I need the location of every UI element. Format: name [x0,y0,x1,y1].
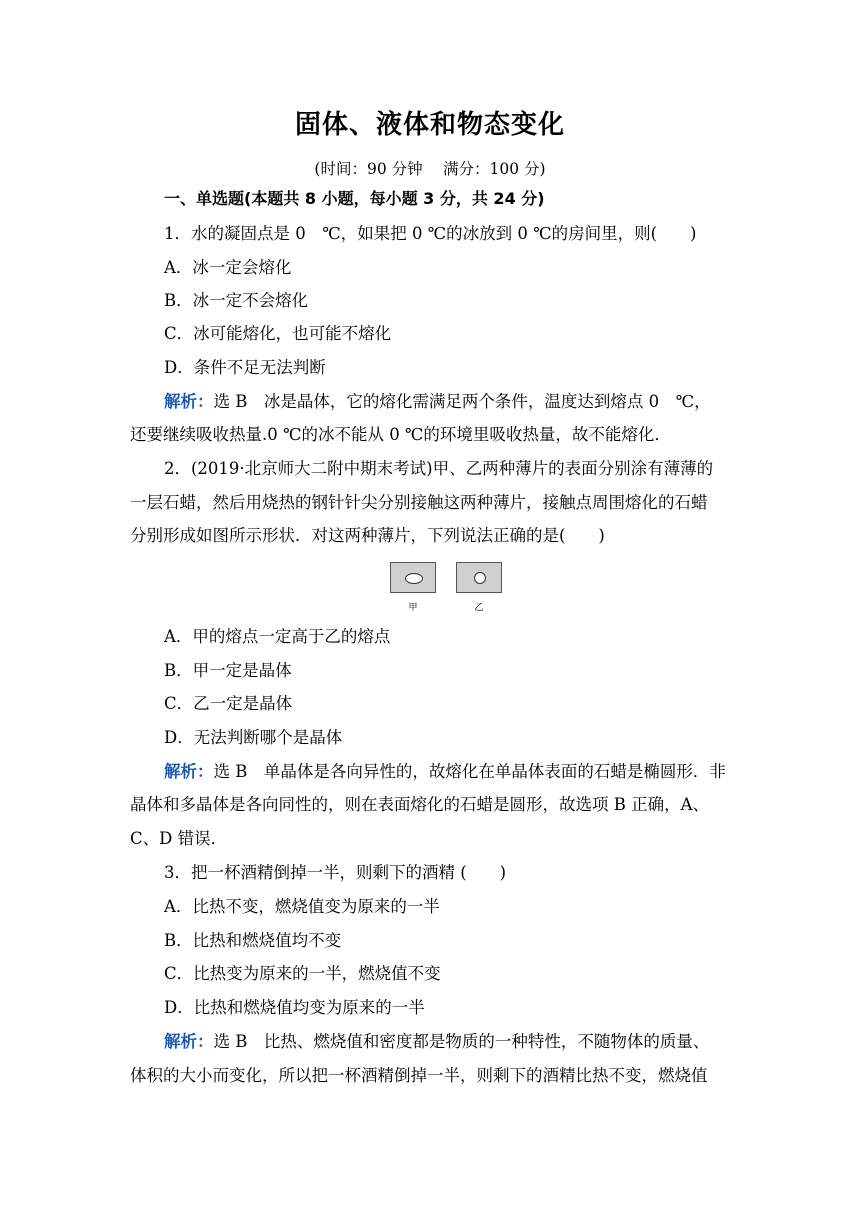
circle-wax-mark [474,572,486,584]
analysis-label: 解析： [164,392,214,411]
q1-analysis-line-1 [164,391,711,413]
q2-option-d: D．无法判断哪个是晶体 [164,728,343,747]
q1-analysis-line-2: 还要继续吸收热量.0 ℃的冰不能从 0 ℃的环境里吸收热量，故不能熔化． [130,425,671,444]
q3-option-a: A．比热不变，燃烧值变为原来的一半 [164,897,440,916]
question-1-stem: 1．水的凝固点是 0 ℃，如果把 0 ℃的冰放到 0 ℃的房间里，则( ) [164,224,697,243]
q3-analysis-line-1 [164,1031,709,1053]
q2-option-a: A．甲的熔点一定高于乙的熔点 [164,627,391,646]
analysis-text: 选 B 比热、燃烧值和密度都是物质的一种特性，不随物体的质量、 [213,1032,710,1051]
figure-label-jia: 甲 [408,603,418,613]
ellipse-wax-mark [405,573,423,584]
analysis-label: 解析： [164,762,214,781]
q2-analysis-line-2: 晶体和多晶体是各向同性的，则在表面熔化的石蜡是圆形，故选项 B 正确，A、 [130,795,710,814]
figure-label-yi: 乙 [474,603,484,613]
q3-analysis-line-2: 体积的大小而变化，所以把一杯酒精倒掉一半，则剩下的酒精比热不变，燃烧值 [130,1066,708,1085]
q1-option-b: B．冰一定不会熔化 [164,291,309,310]
wax-melting-figure [388,562,508,614]
question-2-stem-line-2: 一层石蜡，然后用烧热的钢针针尖分别接触这两种薄片，接触点周围熔化的石蜡 [130,493,708,512]
q1-option-d: D．条件不足无法判断 [164,358,326,377]
section-heading: 一、单选题(本题共 8 小题，每小题 3 分，共 24 分) [164,189,545,208]
question-2-stem-line-1: 2．(2019·北京师大二附中期末考试)甲、乙两种薄片的表面分别涂有薄薄的 [164,459,714,478]
q2-analysis-line-3: C、D 错误． [130,829,228,848]
analysis-label: 解析： [164,1032,214,1051]
q1-option-c: C．冰可能熔化，也可能不熔化 [164,324,392,343]
q3-option-c: C．比热变为原来的一半，燃烧值不变 [164,964,441,983]
question-2-stem-line-3: 分别形成如图所示形状．对这两种薄片，下列说法正确的是( ) [130,526,605,545]
question-3-stem: 3．把一杯酒精倒掉一半，则剩下的酒精 ( ) [164,863,507,882]
sheet-jia [390,562,436,593]
q1-option-a: A．冰一定会熔化 [164,258,292,277]
analysis-text: 选 B 冰是晶体，它的熔化需满足两个条件，温度达到熔点 0 ℃， [213,392,711,411]
page-title: 固体、液体和物态变化 [294,110,565,140]
q2-analysis-line-1 [164,761,726,783]
q3-option-b: B．比热和燃烧值均不变 [164,931,342,950]
sheet-yi [456,562,502,593]
q3-option-d: D．比热和燃烧值均变为原来的一半 [164,998,425,1017]
exam-info: (时间：90 分钟 满分：100 分) [314,160,546,178]
analysis-text: 选 B 单晶体是各向异性的，故熔化在单晶体表面的石蜡是椭圆形．非 [213,762,726,781]
q2-option-c: C．乙一定是晶体 [164,694,293,713]
q2-option-b: B．甲一定是晶体 [164,661,292,680]
